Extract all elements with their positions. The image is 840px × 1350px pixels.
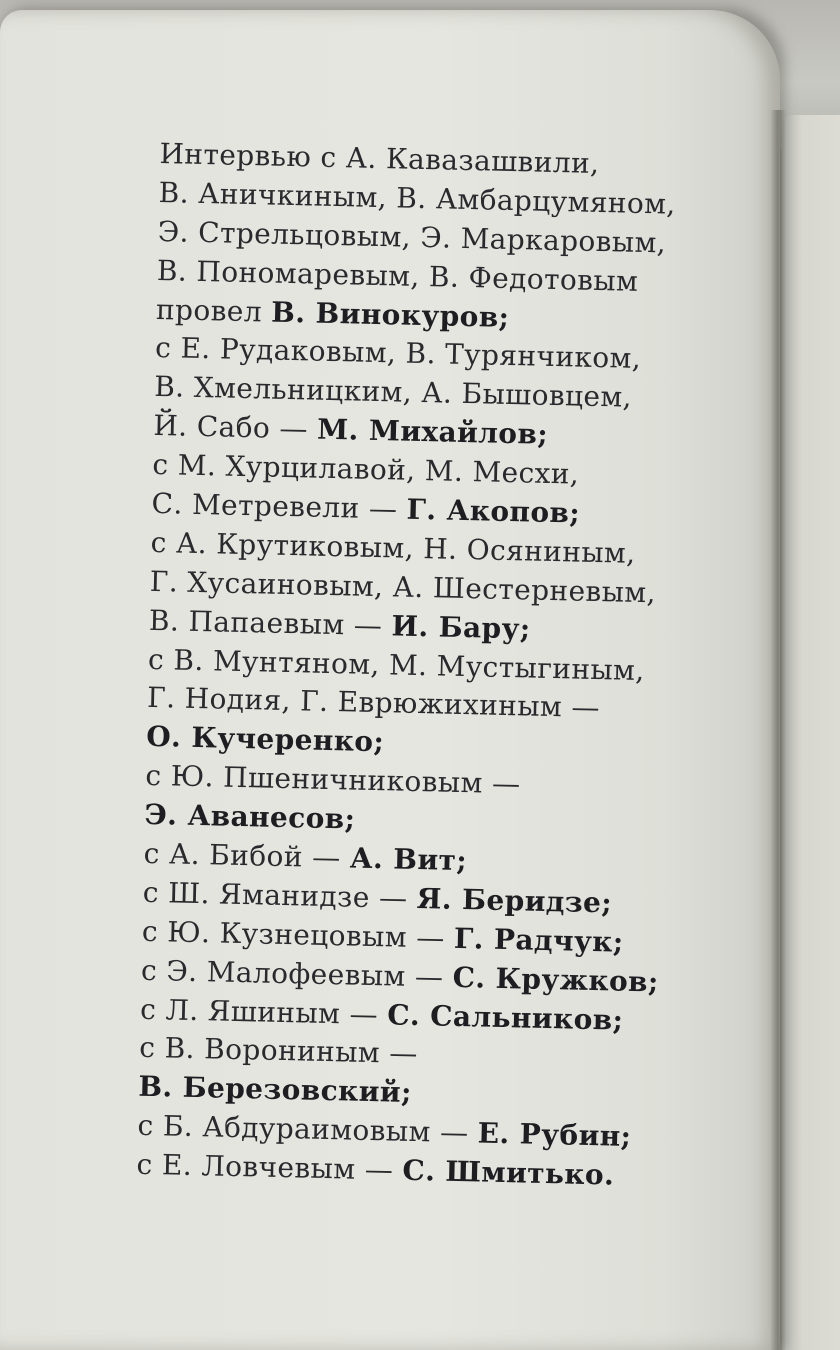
book-gutter	[770, 110, 786, 1350]
author-name: В. Березовский;	[138, 1070, 413, 1110]
interview-credits-text	[136, 135, 760, 1198]
author-name: С. Сальников;	[386, 997, 624, 1037]
author-name: М. Михайлов;	[316, 412, 549, 452]
line-text: с Ю. Пшеничниковым —	[145, 759, 521, 801]
author-name: С. Шмитько.	[402, 1153, 615, 1192]
author-name: И. Бару;	[391, 609, 531, 646]
author-name: Г. Радчук;	[453, 921, 624, 959]
line-text: с Е. Рудаковым, В. Турянчиком,	[154, 331, 642, 376]
line-text: В. Папаевым —	[148, 603, 392, 643]
line-text: с Ш. Яманидзе —	[142, 875, 418, 915]
line-text: Й. Сабо —	[153, 409, 318, 446]
facing-page-edge	[782, 115, 840, 1350]
author-name: В. Винокуров;	[270, 295, 510, 334]
line-text: С. Метревели —	[151, 486, 407, 526]
author-name: Г. Акопов;	[406, 492, 581, 530]
line-text: В. Пономаревым, В. Федотовым	[156, 253, 639, 298]
line-text: В. Хмельницким, А. Бышовцем,	[153, 370, 633, 415]
line-text: с А. Крутиковым, Н. Осяниным,	[150, 525, 636, 570]
line-text: В. Аничкиным, В. Амбарцумяном,	[158, 175, 677, 221]
line-text: с Э. Малофеевым —	[140, 953, 454, 994]
line-text: с А. Бибой —	[143, 836, 351, 875]
line-text: с В. Ворониным —	[138, 1031, 419, 1071]
author-name: Е. Рубин;	[477, 1116, 632, 1154]
line-text: Э. Стрельцовым, Э. Маркаровым,	[157, 214, 667, 260]
line-text: с Л. Яшиным —	[139, 992, 388, 1031]
line-text: Г. Хусаиновым, А. Шестерневым,	[149, 564, 657, 610]
line-text: Г. Нодия, Г. Еврюжихиным —	[146, 681, 601, 725]
line-text: с Б. Абдураимовым —	[137, 1109, 479, 1150]
line-text: с Е. Ловчевым —	[136, 1147, 403, 1187]
author-name: А. Вит;	[349, 841, 468, 878]
line-text: с В. Мунтяном, М. Мустыгиным,	[147, 642, 646, 687]
author-name: Э. Аванесов;	[144, 797, 356, 836]
author-name: С. Кружков;	[452, 960, 660, 999]
line-text: провел	[155, 292, 272, 329]
author-name: О. Кучеренко;	[145, 720, 385, 759]
line-text: Интервью с А. Кавазашвили,	[159, 136, 600, 180]
line-text: с М. Хурцилавой, М. Месхи,	[152, 448, 580, 491]
line-text: с Ю. Кузнецовым —	[141, 914, 455, 955]
author-name: Я. Беридзе;	[416, 881, 613, 920]
